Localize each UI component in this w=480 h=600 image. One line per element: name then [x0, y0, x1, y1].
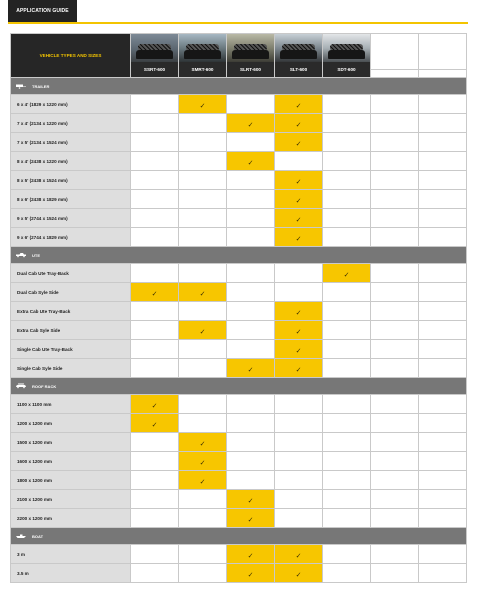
empty-cell [419, 190, 467, 209]
compatible-cell [179, 471, 227, 490]
empty-cell [323, 433, 371, 452]
empty-cell [323, 133, 371, 152]
product-header-ssrt [131, 34, 179, 78]
check-icon: ✓ [295, 310, 302, 317]
check-icon: ✓ [247, 160, 254, 167]
check-icon: ✓ [151, 403, 158, 410]
product-header-sdt [323, 34, 371, 78]
vehicle-size-label: 7 x 4' (2134 x 1220 mm) [11, 114, 131, 133]
empty-cell [371, 564, 419, 583]
check-icon: ✓ [343, 272, 350, 279]
check-icon: ✓ [151, 291, 158, 298]
empty-cell [371, 114, 419, 133]
empty-cell [179, 114, 227, 133]
category-row [11, 378, 467, 395]
empty-cell [323, 209, 371, 228]
product-name: SMRT-600 [191, 67, 214, 72]
table-row [11, 433, 467, 452]
empty-cell [275, 152, 323, 171]
empty-cell [227, 133, 275, 152]
empty-cell [227, 433, 275, 452]
empty-cell [179, 395, 227, 414]
empty-cell [419, 414, 467, 433]
category-header [11, 78, 467, 95]
empty-cell [419, 433, 467, 452]
empty-cell [275, 414, 323, 433]
empty-cell [275, 395, 323, 414]
category-row [11, 78, 467, 95]
empty-cell [227, 321, 275, 340]
vehicle-size-label: Extra Cab Syle Side [11, 321, 131, 340]
empty-cell [227, 228, 275, 247]
empty-cell [227, 471, 275, 490]
compatible-cell [275, 340, 323, 359]
trailer-icon [15, 83, 27, 89]
empty-cell [371, 452, 419, 471]
compatible-cell [179, 433, 227, 452]
empty-cell [131, 340, 179, 359]
empty-cell [323, 114, 371, 133]
compatible-cell [179, 283, 227, 302]
empty-cell [131, 302, 179, 321]
empty-cell [323, 452, 371, 471]
category-header [11, 528, 467, 545]
compatible-cell [323, 264, 371, 283]
product-photo [179, 34, 226, 62]
empty-cell [419, 340, 467, 359]
empty-cell [131, 190, 179, 209]
product-name: SSRT-600 [143, 67, 166, 72]
check-icon: ✓ [295, 141, 302, 148]
empty-cell [179, 228, 227, 247]
empty-cell [371, 264, 419, 283]
empty-cell [419, 302, 467, 321]
empty-cell [227, 95, 275, 114]
check-icon: ✓ [247, 498, 254, 505]
empty-cell [131, 545, 179, 564]
empty-cell [227, 283, 275, 302]
category-row [11, 528, 467, 545]
check-icon: ✓ [295, 367, 302, 374]
table-row [11, 359, 467, 378]
empty-cell [179, 171, 227, 190]
empty-cell [131, 171, 179, 190]
empty-cell [323, 359, 371, 378]
empty-cell [275, 490, 323, 509]
compatible-cell [227, 564, 275, 583]
empty-cell [179, 414, 227, 433]
check-icon: ✓ [247, 553, 254, 560]
vehicle-size-label: 8 x 4' (2438 x 1220 mm) [11, 152, 131, 171]
empty-cell [371, 509, 419, 528]
empty-cell [419, 564, 467, 583]
empty-cell [131, 209, 179, 228]
empty-cell [419, 471, 467, 490]
empty-cell [179, 490, 227, 509]
empty-cell [323, 509, 371, 528]
empty-cell [419, 264, 467, 283]
empty-cell [323, 152, 371, 171]
vehicle-size-label: 8 x 5' (2438 x 1524 mm) [11, 171, 131, 190]
table-row [11, 190, 467, 209]
empty-cell [371, 433, 419, 452]
empty-cell [371, 171, 419, 190]
category-label: TRAILER [32, 83, 50, 89]
check-icon: ✓ [295, 348, 302, 355]
empty-cell [275, 471, 323, 490]
vehicle-size-label: Dual Cab Ute Tray-Back [11, 264, 131, 283]
empty-cell [323, 395, 371, 414]
compatible-cell [179, 452, 227, 471]
empty-cell [275, 433, 323, 452]
check-icon: ✓ [199, 291, 206, 298]
compatible-cell [179, 321, 227, 340]
table-row [11, 509, 467, 528]
table-row [11, 452, 467, 471]
compatible-cell [275, 545, 323, 564]
product-photo [323, 34, 370, 62]
compatible-cell [227, 490, 275, 509]
empty-cell [419, 283, 467, 302]
check-icon: ✓ [247, 122, 254, 129]
vehicle-size-label: Extra Cab Ute Tray-Back [11, 302, 131, 321]
empty-cell [323, 95, 371, 114]
empty-cell [227, 264, 275, 283]
empty-cell [131, 433, 179, 452]
empty-cell [419, 452, 467, 471]
compatible-cell [227, 114, 275, 133]
product-name: SLT-600 [289, 67, 308, 72]
empty-cell [419, 171, 467, 190]
header-row [11, 34, 467, 78]
compatible-cell [275, 95, 323, 114]
check-icon: ✓ [295, 572, 302, 579]
vehicle-size-label: 9 x 5' (2744 x 1524 mm) [11, 209, 131, 228]
empty-cell [419, 228, 467, 247]
empty-cell [179, 264, 227, 283]
empty-cell [131, 264, 179, 283]
empty-cell [419, 152, 467, 171]
table-row [11, 471, 467, 490]
category-label: BOAT [32, 533, 44, 539]
empty-cell [179, 190, 227, 209]
compatible-cell [275, 190, 323, 209]
empty-cell [323, 564, 371, 583]
empty-cell [371, 190, 419, 209]
empty-cell [323, 302, 371, 321]
category-label: UTE [32, 252, 40, 258]
compatible-cell [275, 359, 323, 378]
title-underline [8, 22, 468, 24]
empty-cell [131, 95, 179, 114]
vehicle-size-label: Dual Cab Syle Side [11, 283, 131, 302]
table-row [11, 283, 467, 302]
empty-cell [179, 564, 227, 583]
check-icon: ✓ [295, 179, 302, 186]
check-icon: ✓ [151, 422, 158, 429]
empty-cell [131, 228, 179, 247]
empty-cell [371, 302, 419, 321]
empty-cell [275, 452, 323, 471]
empty-cell [371, 95, 419, 114]
empty-cell [371, 340, 419, 359]
empty-header-cell [371, 34, 419, 78]
empty-cell [371, 321, 419, 340]
table-row [11, 545, 467, 564]
empty-cell [419, 321, 467, 340]
empty-cell [275, 509, 323, 528]
empty-cell [131, 564, 179, 583]
check-icon: ✓ [295, 236, 302, 243]
empty-cell [131, 152, 179, 171]
table-row [11, 95, 467, 114]
empty-cell [179, 545, 227, 564]
empty-cell [275, 283, 323, 302]
table-row [11, 302, 467, 321]
vehicle-size-label: 9 x 6' (2744 x 1829 mm) [11, 228, 131, 247]
empty-cell [131, 509, 179, 528]
empty-cell [131, 471, 179, 490]
empty-cell [371, 471, 419, 490]
empty-cell [371, 209, 419, 228]
compatible-cell [275, 228, 323, 247]
table-row [11, 114, 467, 133]
guide-body [11, 78, 467, 583]
compatible-cell [275, 302, 323, 321]
empty-cell [371, 395, 419, 414]
empty-cell [323, 171, 371, 190]
compatible-cell [275, 133, 323, 152]
empty-cell [227, 340, 275, 359]
compatible-cell [227, 152, 275, 171]
table-row [11, 414, 467, 433]
product-header-slt [275, 34, 323, 78]
empty-cell [371, 133, 419, 152]
check-icon: ✓ [199, 479, 206, 486]
check-icon: ✓ [295, 122, 302, 129]
empty-cell [419, 209, 467, 228]
empty-cell [179, 359, 227, 378]
vehicle-size-label: 1800 x 1200 mm [11, 471, 131, 490]
empty-cell [131, 321, 179, 340]
product-photo [275, 34, 322, 62]
product-header-smrt [179, 34, 227, 78]
empty-cell [323, 471, 371, 490]
vehicle-size-label: 1200 x 1200 mm [11, 414, 131, 433]
empty-cell [227, 171, 275, 190]
empty-cell [323, 321, 371, 340]
empty-cell [323, 228, 371, 247]
check-icon: ✓ [199, 441, 206, 448]
empty-cell [323, 414, 371, 433]
table-row [11, 228, 467, 247]
empty-cell [227, 452, 275, 471]
empty-header-cell [419, 34, 467, 78]
empty-cell [371, 228, 419, 247]
check-icon: ✓ [247, 572, 254, 579]
check-icon: ✓ [295, 553, 302, 560]
product-name: SLRT-600 [240, 67, 261, 72]
check-icon: ✓ [295, 198, 302, 205]
empty-cell [419, 490, 467, 509]
table-row [11, 395, 467, 414]
empty-cell [131, 114, 179, 133]
compatible-cell [275, 321, 323, 340]
table-row [11, 133, 467, 152]
compatible-cell [131, 283, 179, 302]
product-photo [131, 34, 178, 62]
vehicle-types-header: VEHICLE TYPES AND SIZES [11, 34, 131, 78]
table-row [11, 340, 467, 359]
empty-cell [323, 283, 371, 302]
check-icon: ✓ [247, 367, 254, 374]
compatible-cell [275, 171, 323, 190]
category-label: ROOF RACK [32, 383, 57, 389]
category-header [11, 378, 467, 395]
table-row [11, 490, 467, 509]
product-name: SDT-600 [337, 67, 356, 72]
boat-icon [15, 533, 27, 539]
ute-icon [15, 252, 27, 258]
check-icon: ✓ [199, 103, 206, 110]
vehicle-size-label: 7 x 5' (2134 x 1524 mm) [11, 133, 131, 152]
empty-cell [131, 490, 179, 509]
compatible-cell [275, 209, 323, 228]
empty-cell [227, 414, 275, 433]
empty-cell [131, 359, 179, 378]
vehicle-size-label: 3.5 m [11, 564, 131, 583]
table-row [11, 152, 467, 171]
empty-cell [179, 209, 227, 228]
category-row [11, 247, 467, 264]
vehicle-size-label: 3 m [11, 545, 131, 564]
empty-cell [323, 340, 371, 359]
empty-cell [131, 133, 179, 152]
vehicle-size-label: Single Cab Ute Tray-Back [11, 340, 131, 359]
empty-cell [179, 340, 227, 359]
check-icon: ✓ [199, 329, 206, 336]
empty-cell [371, 283, 419, 302]
empty-cell [323, 545, 371, 564]
empty-cell [371, 490, 419, 509]
check-icon: ✓ [199, 460, 206, 467]
compatible-cell [275, 114, 323, 133]
car-roof-rack-icon [15, 383, 27, 389]
empty-cell [419, 545, 467, 564]
check-icon: ✓ [295, 217, 302, 224]
check-icon: ✓ [295, 103, 302, 110]
table-row [11, 321, 467, 340]
product-photo [227, 34, 274, 62]
empty-cell [419, 359, 467, 378]
empty-cell [179, 133, 227, 152]
product-header-slrt [227, 34, 275, 78]
application-guide-table [10, 33, 467, 583]
compatible-cell [179, 95, 227, 114]
empty-cell [131, 452, 179, 471]
empty-cell [179, 302, 227, 321]
compatible-cell [131, 414, 179, 433]
vehicle-size-label: 2200 x 1200 mm [11, 509, 131, 528]
empty-cell [179, 509, 227, 528]
empty-cell [419, 114, 467, 133]
empty-cell [419, 395, 467, 414]
empty-cell [179, 152, 227, 171]
empty-cell [227, 190, 275, 209]
empty-cell [275, 264, 323, 283]
vehicle-size-label: 1100 x 1100 mm [11, 395, 131, 414]
empty-cell [371, 545, 419, 564]
compatible-cell [227, 359, 275, 378]
table-row [11, 564, 467, 583]
empty-cell [419, 509, 467, 528]
table-row [11, 171, 467, 190]
empty-cell [227, 395, 275, 414]
check-icon: ✓ [295, 329, 302, 336]
empty-cell [323, 490, 371, 509]
empty-cell [371, 359, 419, 378]
table-row [11, 264, 467, 283]
compatible-cell [227, 509, 275, 528]
category-header [11, 247, 467, 264]
empty-cell [419, 133, 467, 152]
compatible-cell [275, 564, 323, 583]
vehicle-size-label: 6 x 4' (1829 x 1220 mm) [11, 95, 131, 114]
check-icon: ✓ [247, 517, 254, 524]
empty-cell [371, 414, 419, 433]
empty-cell [371, 152, 419, 171]
vehicle-size-label: 1500 x 1200 mm [11, 433, 131, 452]
empty-cell [227, 209, 275, 228]
application-guide-title: APPLICATION GUIDE [8, 0, 77, 22]
empty-cell [227, 302, 275, 321]
vehicle-size-label: 8 x 6' (2438 x 1829 mm) [11, 190, 131, 209]
table-row [11, 209, 467, 228]
empty-cell [323, 190, 371, 209]
empty-cell [419, 95, 467, 114]
vehicle-size-label: 2100 x 1200 mm [11, 490, 131, 509]
vehicle-size-label: Single Cab Syle Side [11, 359, 131, 378]
compatible-cell [131, 395, 179, 414]
compatible-cell [227, 545, 275, 564]
vehicle-size-label: 1600 x 1200 mm [11, 452, 131, 471]
